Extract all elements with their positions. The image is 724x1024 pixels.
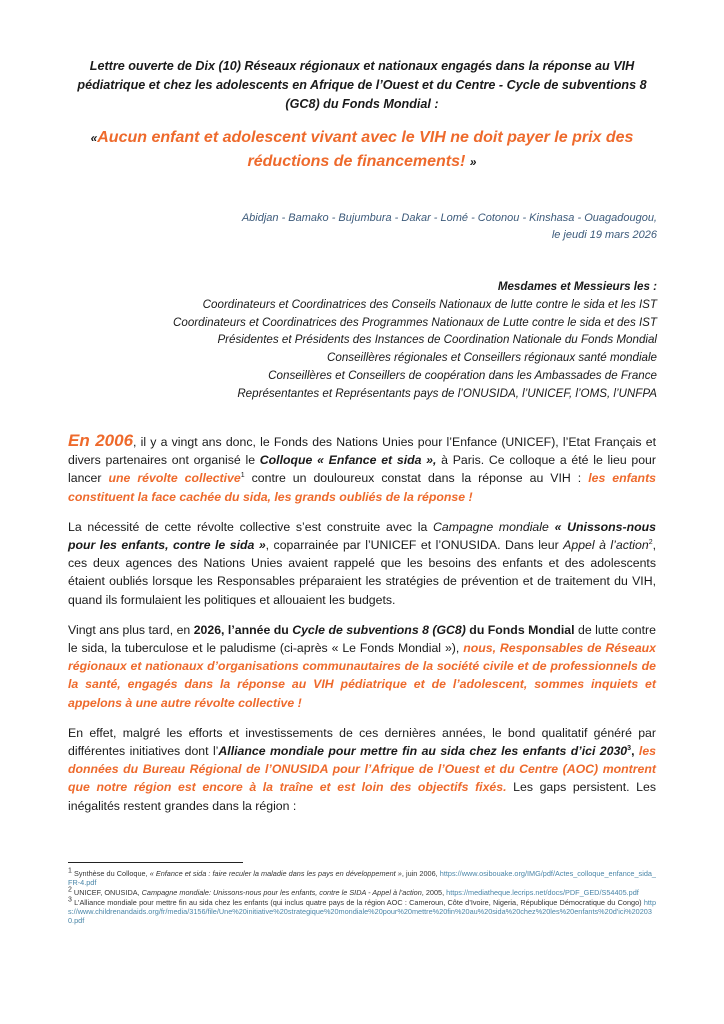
paragraph-3 bbox=[68, 621, 656, 712]
recipient-line: Présidentes et Présidents des Instances de Coordination Nationale du Fonds Mondial bbox=[217, 333, 657, 347]
footnote-1 bbox=[68, 869, 656, 888]
footnote-link[interactable]: https://mediatheque.lecrips.net/docs/PDF_GED/S54405.pdf bbox=[446, 888, 639, 898]
text: contre un douloureux constat dans la réponse au VIH : bbox=[244, 471, 589, 486]
text: Vingt ans plus tard, en bbox=[68, 622, 194, 637]
recipient-line: Conseillères régionales et Conseillers régionaux santé mondiale bbox=[327, 351, 657, 365]
footnote-link[interactable]: https://www.childrenandaids.org/fr/media/3156/file/Une%20initiative%20strategique%20mondiale%20pour%20mettre%20fin%20au%20sida%20chez%20les%20enfants%20d'ici%202030.pdf bbox=[68, 897, 656, 926]
close-quote: » bbox=[469, 155, 477, 169]
open-quote: « bbox=[90, 131, 98, 145]
text: , l’année du bbox=[221, 622, 293, 637]
footnote-number: 1 bbox=[68, 867, 72, 875]
cycle-name: Cycle de subventions 8 (GC8) bbox=[292, 622, 466, 637]
footnote-3 bbox=[68, 898, 656, 926]
letter-subtitle bbox=[68, 126, 656, 174]
recipient-line: Coordinateurs et Coordinatrices des Conseils Nationaux de lutte contre le sida et les IST bbox=[202, 297, 657, 311]
footnote-2 bbox=[68, 888, 656, 897]
paragraph-1 bbox=[68, 432, 656, 506]
footnote-ref-1[interactable]: 1 bbox=[240, 472, 245, 480]
text: , coparrainée par l’UNICEF et l’ONUSIDA. Dans leur bbox=[265, 538, 564, 553]
footnote-number: 3 bbox=[68, 896, 72, 904]
text: En effet, malgré les efforts et investissements de ces dernières années, le bond qualitatif généré par différentes initiatives dont l’ bbox=[68, 725, 656, 759]
dateline bbox=[242, 210, 657, 244]
appel-title: Appel à l’action bbox=[563, 538, 649, 553]
text: Les gaps persistent. Les inégalités restent grandes dans la région : bbox=[68, 780, 657, 813]
recipient-line: Coordinateurs et Coordinatrices des Programmes Nationaux de Lutte contre le sida et des IST bbox=[173, 315, 657, 329]
text: Campagne mondiale: Unissons-nous pour les enfants, contre le SIDA - Appel à l’action bbox=[141, 888, 422, 898]
lead-year: En 2006 bbox=[68, 431, 134, 450]
text: Synthèse du Colloque, bbox=[71, 869, 150, 878]
text: UNICEF, ONUSIDA, bbox=[71, 888, 142, 898]
footnote-number: 2 bbox=[68, 886, 72, 894]
footnote-ref-2[interactable]: 2 bbox=[648, 538, 653, 546]
text: La nécessité de cette révolte collective s’est construite avec la bbox=[68, 519, 434, 534]
paragraph-4 bbox=[68, 724, 656, 815]
recipient-line: Représentantes et Représentants pays de l’ONUSIDA, l’UNICEF, l’OMS, l’UNFPA bbox=[237, 386, 657, 400]
recipients-block bbox=[173, 278, 657, 403]
text: L’Alliance mondiale pour mettre fin au sida chez les enfants (qui inclus quatre pays de la région AOC : Cameroun, Côte d’Ivoire, Nigeria, République Démocratique du Congo) bbox=[71, 897, 642, 907]
text: , ces deux agences des Nations Unies avaient rappelé que les besoins des enfants et des adolescents étaient oubliés lorsque les Responsables préparaient les stratégies de prévention et de traitement du VIH, quand ils formulaient les politiques et allouaient les budgets. bbox=[68, 538, 657, 607]
emphasis-statement: les enfants constituent la face cachée du sida, les grands oubliés de la réponse ! bbox=[68, 471, 657, 504]
footnotes bbox=[68, 869, 656, 926]
colloque-name: Colloque « Enfance et sida », bbox=[259, 453, 437, 468]
emphasis-statement: nous, Responsables de Réseaux régionaux et nationaux d’organisations communautaires de la société civile et de professionnels de la santé, engagés dans la réponse au VIH pédiatrique et de l’adolescent, sommes inquiets et appelons à une autre révolte collective ! bbox=[68, 641, 657, 710]
text: , juin 2006, bbox=[401, 869, 438, 878]
paragraph-2 bbox=[68, 518, 656, 609]
text: , bbox=[631, 744, 635, 759]
footnote-divider bbox=[68, 862, 243, 863]
footnote-ref-3[interactable]: 3 bbox=[627, 744, 632, 752]
footnote-link[interactable]: https://www.osibouake.org/IMG/pdf/Actes_colloque_enfance_sida_FR-4.pdf bbox=[68, 869, 656, 888]
alliance-name: Alliance mondiale pour mettre fin au sida chez les enfants d’ici 2030 bbox=[218, 744, 628, 759]
campaign-name: « Unissons-nous pour les enfants, contre le sida » bbox=[68, 519, 656, 553]
emphasis-statement: les données du Bureau Régional de l’ONUSIDA pour l’Afrique de l’Ouest et du Centre (AOC) montrent que notre région est encore à la traîne et est loin des objectifs fixés. bbox=[68, 744, 656, 795]
text: « Enfance et sida : faire reculer la maladie dans les pays en développement » bbox=[149, 869, 402, 878]
text: de lutte contre le sida, la tuberculose et le paludisme (ci-après « Le Fonds Mondial »), bbox=[68, 622, 656, 656]
text: , il y a vingt ans donc, le Fonds des Nations Unies pour l’Enfance (UNICEF), l’Etat Français et divers partenaires ont organisé le bbox=[68, 435, 657, 468]
campaign-label: Campagne mondiale bbox=[433, 519, 555, 534]
letter-title: Lettre ouverte de Dix (10) Réseaux régionaux et nationaux engagés dans la réponse au VIH pédiatrique et chez les adolescents en Afrique de l’Ouest et du Centre - Cycle de subventions 8 (GC8) du Fonds Mondial : bbox=[77, 59, 647, 111]
dateline-places: Abidjan - Bamako - Bujumbura - Dakar - Lomé - Cotonou - Kinshasa - Ouagadougou, bbox=[241, 212, 657, 224]
year-2026: 2026 bbox=[193, 622, 222, 637]
fund-name: du Fonds Mondial bbox=[465, 622, 575, 637]
recipient-line: Conseillères et Conseillers de coopération dans les Ambassades de France bbox=[268, 368, 657, 382]
letter-body bbox=[68, 432, 656, 827]
recipients-heading: Mesdames et Messieurs les : bbox=[497, 280, 657, 293]
text: à Paris. Ce colloque a été le lieu pour lancer bbox=[68, 453, 656, 486]
text: , 2005, bbox=[421, 888, 445, 898]
dateline-date: le jeudi 19 mars 2026 bbox=[551, 229, 657, 241]
revolte-phrase: une révolte collective bbox=[108, 471, 241, 486]
subtitle-text: Aucun enfant et adolescent vivant avec le VIH ne doit payer le prix des réductions de financements! bbox=[97, 129, 634, 170]
